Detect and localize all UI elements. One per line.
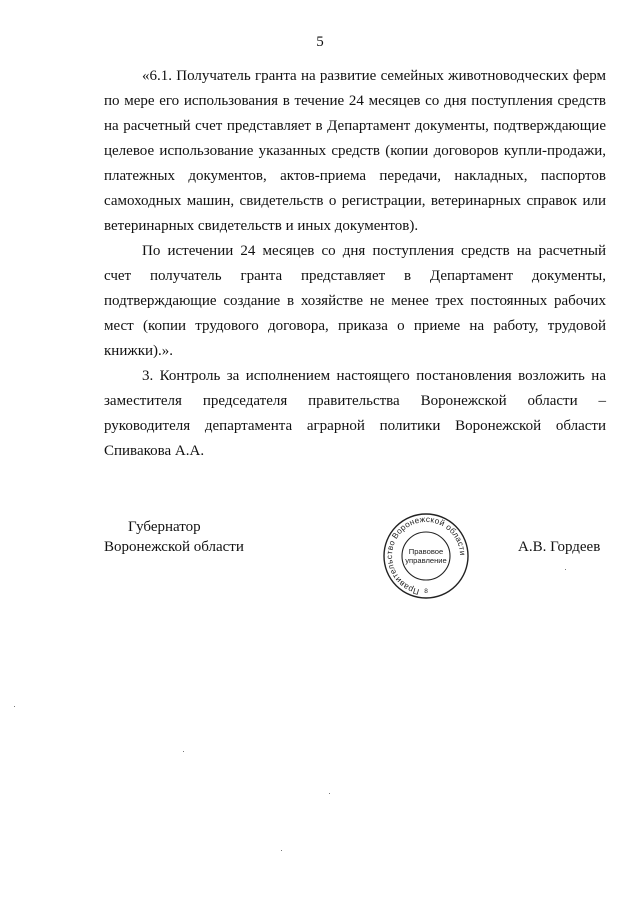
stamp-mark: 8: [424, 588, 428, 595]
signature-block: [0, 512, 640, 602]
scan-speck: [183, 751, 184, 752]
page-number: 5: [316, 34, 324, 50]
scan-speck: [329, 793, 330, 794]
stamp-center-line2: управление: [405, 556, 447, 565]
scan-speck: [14, 706, 15, 707]
signatory-title-line2: Воронежской области: [104, 539, 244, 555]
stamp-center-line1: Правовое: [408, 547, 444, 556]
scan-speck: [281, 850, 282, 851]
document-body: [104, 64, 606, 464]
paragraph-6-1: «6.1. Получатель гранта на развитие семейных животноводческих ферм по мере его использования в течение 24 месяцев со дня поступления средств на расчетный счет представляет в Департамент документы, подтверждающие целевое использование указанных средств (копии договоров купли-продажи, платежных документов, актов-приема передачи, накладных, паспортов самоходных машин, свидетельств о регистрации, ветеринарных справок или ветеринарных свидетельств и иных документов).: [104, 68, 606, 234]
official-stamp: [378, 512, 474, 602]
paragraph-24-months: По истечении 24 месяцев со дня поступления средств на расчетный счет получатель гранта представляет в Департамент документы, подтверждающие создание в хозяйстве не менее трех постоянных рабочих мест (копии трудового договора, приказа о приеме на работу, трудовой книжки).».: [104, 243, 606, 359]
signatory-name: А.В. Гордеев: [518, 539, 601, 555]
signatory-title-line1: Губернатор: [128, 519, 201, 535]
signatory-title: [104, 517, 244, 557]
stamp-ring-text: Правительство Воронежской области: [384, 514, 468, 597]
scan-speck: [565, 569, 566, 570]
paragraph-control: 3. Контроль за исполнением настоящего постановления возложить на заместителя председателя правительства Воронежской области – руководителя департамента аграрной политики Воронежской области Спивакова А.А.: [104, 368, 606, 459]
